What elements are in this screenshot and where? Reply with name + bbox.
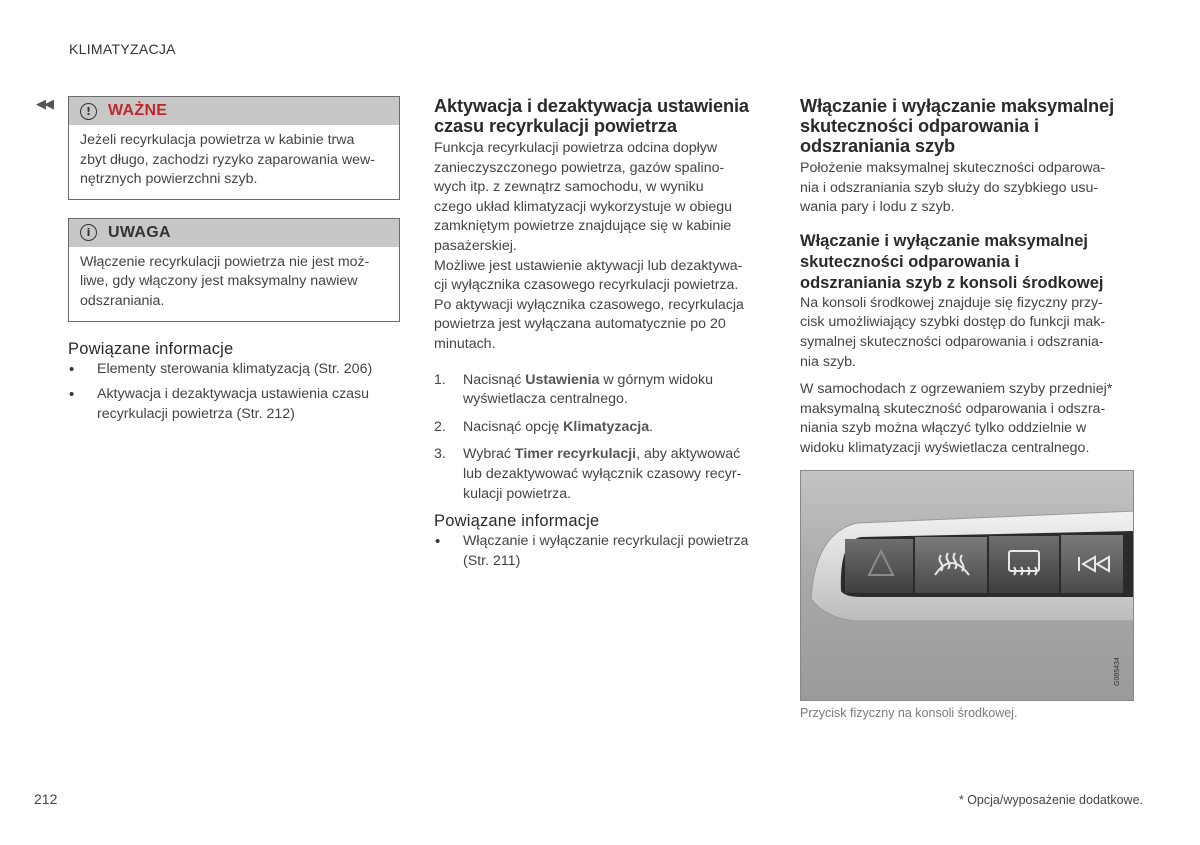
section-header: KLIMATYZACJA [69,41,176,57]
related-link[interactable] [434,532,766,571]
important-text [69,125,399,199]
related-info-list [68,360,400,425]
text-line: widoku klimatyzacji wyświetlacza centralnego. [800,439,1090,456]
text-line: zamkniętym powietrze znajdujące się w kabinie [434,218,732,235]
console-illustration [801,471,1134,701]
step-text: , aby aktywować [636,446,741,463]
text-line: Włączenie recyrkulacji powietrza nie jest moż- [80,253,370,270]
title-line: skuteczności odparowania i [800,116,1039,136]
step-text: Wybrać [463,446,515,463]
text-line: powietrza jest wyłączana automatycznie po 20 [434,316,726,333]
footnote: * Opcja/wyposażenie dodatkowe. [958,793,1143,807]
text-line: W samochodach z ogrzewaniem szyby przedniej* [800,381,1113,398]
text-line: Jeżeli recyrkulacja powietrza w kabinie trwa [80,132,355,148]
text-line: Możliwe jest ustawienie aktywacji lub dezaktywa- [434,257,743,274]
text-line: (Str. 211) [463,552,521,569]
step-item [434,418,766,438]
paragraph [434,257,766,355]
paragraph [800,380,1134,458]
text-line: • Elementy sterowania klimatyzacją (Str. 206) [97,360,373,377]
console-button-photo [800,470,1134,701]
paragraph [434,139,766,257]
related-link[interactable] [68,360,400,380]
step-number: 2. [434,418,446,435]
text-line: pasażerskiej. [434,237,517,254]
text-line: maksymalną skuteczność odparowania i odszra- [800,400,1106,417]
text-line: nia szyb. [800,353,856,370]
text-line: zbyt długo, zachodzi ryzyko zaparowania wew- [80,151,375,168]
text-line: • Włączanie i wyłączanie recyrkulacji powietrza [463,533,749,550]
note-box-header [69,219,399,247]
note-text [69,247,399,321]
paragraph [800,159,1134,218]
text-line: Po aktywacji wyłącznika czasowego, recyrkulacja [434,296,744,313]
text-line: cisk umożliwiający szybki dostęp do funkcji mak- [800,314,1106,331]
paragraph [800,294,1134,372]
menu-term: Klimatyzacja [563,418,650,435]
text-line: nętrznych powierzchni szyb. [80,171,258,188]
important-box-header [69,97,399,125]
text-line: minutach. [434,335,496,352]
note-box [68,218,400,322]
text-line: kulacji powietrza. [463,485,572,502]
menu-term: Timer recyrkulacji [514,446,637,463]
text-line: wyświetlacza centralnego. [463,391,628,408]
title-line: Włączanie i wyłączanie maksymalnej [800,231,1088,250]
section-title [434,96,766,136]
steps-list [434,371,766,505]
step-text: . [649,418,654,435]
text-line: wych itp. z zewnątrz samochodu, w wyniku [434,179,704,196]
related-info-heading: Powiązane informacje [68,339,234,358]
title-line: czasu recyrkulacji powietrza [434,116,677,136]
text-line: • Aktywacja i dezaktywacja ustawienia czasu [97,386,370,403]
info-icon: i [80,224,97,241]
title-line: Aktywacja i dezaktywacja ustawienia [434,96,749,116]
column-left [68,96,400,430]
text-line: Położenie maksymalnej skuteczności odparowa- [800,160,1106,176]
section-title [800,96,1134,156]
step-number: 3. [434,446,446,463]
text-line: odszraniania. [80,292,165,309]
image-code: G065434 [1114,657,1121,686]
subsection-title [800,231,1134,294]
warning-icon: ! [80,103,97,120]
title-line: Włączanie i wyłączanie maksymalnej [800,96,1115,116]
step-text: Nacisnąć opcję [463,418,564,435]
text-line: lub dezaktywować wyłącznik czasowy recyr- [463,465,742,482]
related-info-list [434,532,766,571]
text-line: nia i odszraniania szyb służy do szybkiego usu- [800,179,1099,196]
text-line: niania szyb można włączyć tylko oddzielnie w [800,420,1087,437]
important-box [68,96,400,200]
step-item [434,445,766,504]
text-line: wania pary i lodu z szyb. [800,199,955,216]
text-line: zanieczyszczonego powietrza, gazów spalino- [434,159,725,176]
title-line: odszraniania szyb [800,136,955,156]
column-right [800,96,1134,459]
text-line: liwe, gdy włączony jest maksymalny nawiew [80,273,358,290]
text-line: recyrkulacji powietrza (Str. 212) [97,405,295,422]
page-number: 212 [34,791,58,807]
step-item [434,371,766,410]
step-text: Nacisnąć [463,371,526,388]
step-text: w górnym widoku [599,371,713,388]
text-line: symalnej skuteczności odparowania i odszrania- [800,333,1104,350]
text-line: Funkcja recyrkulacji powietrza odcina dopływ [434,140,718,156]
related-link[interactable] [68,385,400,424]
figure-caption: Przycisk fizyczny na konsoli środkowej. [800,706,1018,720]
important-title: WAŻNE [108,102,168,119]
previous-page-icon[interactable]: ◀◀ [36,96,52,111]
note-title: UWAGA [108,223,171,241]
title-line: skuteczności odparowania i [800,252,1020,271]
menu-term: Ustawienia [525,371,600,388]
text-line: cji wyłącznika czasowego recyrkulacji powietrza. [434,277,739,294]
column-middle [434,96,766,577]
text-line: Na konsoli środkowej znajduje się fizyczny przy- [800,294,1103,311]
text-line: czego układ klimatyzacji wykorzystuje w obiegu [434,198,733,215]
title-line: odszraniania szyb z konsoli środkowej [800,273,1104,292]
related-info-heading: Powiązane informacje [434,512,600,531]
step-number: 1. [434,371,446,388]
